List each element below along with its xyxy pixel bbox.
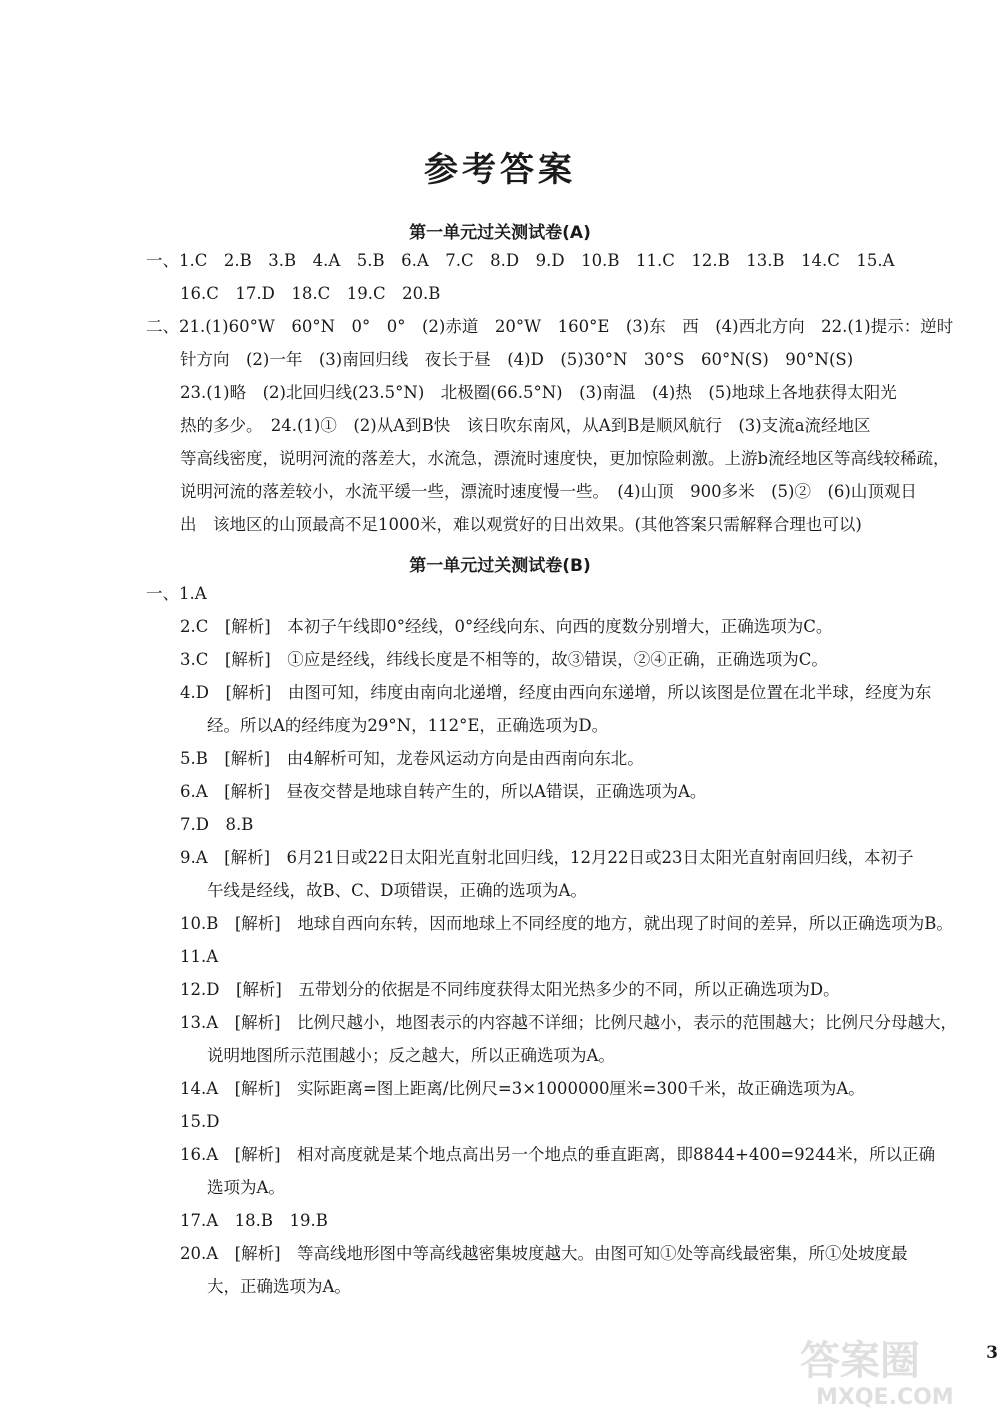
answer-line: 一、1.A — [146, 584, 207, 603]
section-a-heading: 第一单元过关测试卷(A) — [409, 223, 591, 243]
answer-line: 6.A [解析] 昼夜交替是地球自转产生的，所以A错误，正确选项为A。 — [180, 782, 707, 801]
answer-line: 23.(1)略 (2)北回归线(23.5°N) 北极圈(66.5°N) (3)南温 (4)热 (5)地球上各地获得太阳光 — [180, 383, 897, 402]
watermark-logo — [796, 1330, 992, 1408]
answer-line: 等高线密度，说明河流的落差大，水流急，漂流时速度快，更加惊险刺激。上游b流经地区等高线较稀疏， — [180, 449, 950, 468]
answer-line: 4.D [解析] 由图可知，纬度由南向北递增，经度由西向东递增，所以该图是位置在北半球，经度为东 — [180, 683, 932, 702]
answer-line: 大，正确选项为A。 — [207, 1277, 351, 1296]
answer-line: 17.A 18.B 19.B — [180, 1211, 328, 1230]
answer-line: 12.D [解析] 五带划分的依据是不同纬度获得太阳光热多少的不同，所以正确选项为D。 — [180, 980, 840, 999]
answer-line: 选项为A。 — [207, 1178, 285, 1197]
answer-line: 16.A [解析] 相对高度就是某个地点高出另一个地点的垂直距离，即8844+400=9244米，所以正确 — [180, 1145, 936, 1164]
answer-line: 2.C [解析] 本初子午线即0°经线，0°经线向东、向西的度数分别增大，正确选项为C。 — [180, 617, 833, 636]
answer-line: 出 该地区的山顶最高不足1000米，难以观赏好的日出效果。(其他答案只需解释合理也可以) — [180, 515, 862, 534]
answer-line: 热的多少。 24.(1)① (2)从A到B快 该日吹东南风，从A到B是顺风航行 (3)支流a流经地区 — [180, 416, 871, 435]
answer-line: 10.B [解析] 地球自西向东转，因而地球上不同经度的地方，就出现了时间的差异，所以正确选项为B。 — [180, 914, 953, 933]
answer-line: 经。所以A的经纬度为29°N，112°E，正确选项为D。 — [207, 716, 609, 735]
answer-line: 16.C 17.D 18.C 19.C 20.B — [180, 284, 441, 303]
answer-line: 3.C [解析] ①应是经线，纬线长度是不相等的，故③错误，②④正确，正确选项为C。 — [180, 650, 828, 669]
answer-line: 14.A [解析] 实际距离=图上距离/比例尺=3×1000000厘米=300千米，故正确选项为A。 — [180, 1079, 865, 1098]
watermark-url: MXQE.COM — [816, 1385, 954, 1408]
answer-line: 针方向 (2)一年 (3)南回归线 夜长于昼 (4)D (5)30°N 30°S 60°N(S) 90°N(S) — [180, 350, 854, 369]
page-title: 参考答案 — [424, 150, 576, 190]
answer-line: 午线是经线，故B、C、D项错误，正确的选项为A。 — [207, 881, 587, 900]
answer-line: 5.B [解析] 由4解析可知，龙卷风运动方向是由西南向东北。 — [180, 749, 644, 768]
answer-line: 9.A [解析] 6月21日或22日太阳光直射北回归线，12月22日或23日太阳光直射南回归线，本初子 — [180, 848, 914, 867]
watermark-text: 答案圈 — [800, 1338, 920, 1384]
answer-line: 7.D 8.B — [180, 815, 254, 834]
answer-line: 13.A [解析] 比例尺越小，地图表示的内容越不详细；比例尺越小，表示的范围越大；比例尺分母越大， — [180, 1013, 958, 1032]
answer-line: 说明地图所示范围越小；反之越大，所以正确选项为A。 — [207, 1046, 615, 1065]
section-b-heading: 第一单元过关测试卷(B) — [409, 556, 591, 576]
answer-line: 二、21.(1)60°W 60°N 0° 0° (2)赤道 20°W 160°E (3)东 西 (4)西北方向 22.(1)提示：逆时 — [146, 317, 954, 336]
page-number: 3 — [986, 1343, 998, 1363]
answer-line: 说明河流的落差较小，水流平缓一些，漂流时速度慢一些。 (4)山顶 900多米 (5)② (6)山顶观日 — [180, 482, 917, 501]
answer-line: 20.A [解析] 等高线地形图中等高线越密集坡度越大。由图可知①处等高线最密集，所①处坡度最 — [180, 1244, 908, 1263]
answer-line: 一、1.C 2.B 3.B 4.A 5.B 6.A 7.C 8.D 9.D 10.B 11.C 12.B 13.B 14.C 15.A — [146, 251, 895, 270]
answer-line: 15.D — [180, 1112, 220, 1131]
answer-line: 11.A — [180, 947, 219, 966]
